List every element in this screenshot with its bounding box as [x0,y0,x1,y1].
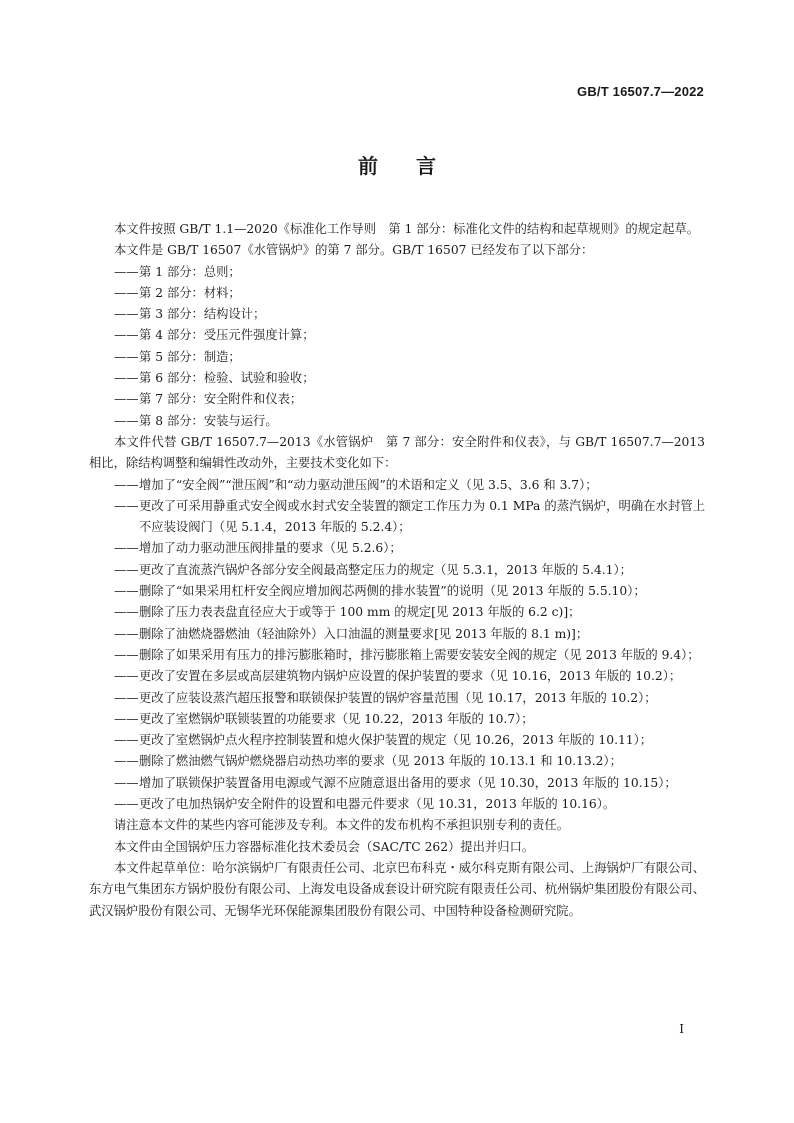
list-item-text: 删除了如果采用有压力的排污膨胀箱时，排污膨胀箱上需要安装安全阀的规定（见 2013 年版的 9.4）； [139,647,700,662]
list-item [89,751,705,772]
standard-number: GB/T 16507.7—2022 [577,84,704,99]
list-item [89,475,705,496]
list-item [89,368,705,389]
list-item-text: 删除了“如果采用杠杆安全阀应增加阀芯两侧的排水装置”的说明（见 2013 年版的 5.5.10）； [139,584,646,599]
list-item-text: 第 4 部分：受压元件强度计算； [139,328,315,343]
list-item [89,581,705,602]
list-item-text: 更改了安置在多层或高层建筑物内锅炉应设置的保护装置的要求（见 10.16，2013 年版的 10.2）； [139,669,682,684]
list-item-text: 更改了电加热锅炉安全附件的设置和电器元件要求（见 10.31，2013 年版的 10.16）。 [139,797,616,812]
committee-statement: 本文件由全国锅炉压力容器标准化技术委员会（SAC/TC 262）提出并归口。 [114,839,535,854]
list-item-text: 第 5 部分：制造； [139,349,241,364]
list-item-text: 删除了油燃烧器燃油（轻油除外）入口油温的测量要求[见 2013 年版的 8.1 m)]； [139,626,589,641]
page-number: I [679,1022,684,1036]
list-item [89,325,705,346]
list-item-text: 更改了直流蒸汽锅炉各部分安全阀最高整定压力的规定（见 5.3.1，2013 年版的 5.4.1）； [139,562,632,577]
replacement-paragraph: 本文件代替 GB/T 16507.7—2013《水管锅炉 第 7 部分：安全附件和仪表》，与 GB/T 16507.7—2013 相比，除结构调整和编辑性改动外，主要技术变化如下： [89,434,705,471]
list-item [89,496,705,539]
list-item-text: 删除了压力表表盘直径应大于或等于 100 mm 的规定[见 2013 年版的 6.2 c)]； [139,605,581,620]
dash-marker: —— [114,605,139,620]
dash-marker: —— [114,775,139,790]
list-item [89,645,705,666]
list-item [89,283,705,304]
page-title: 前言 [358,154,474,178]
dash-marker: —— [114,371,139,386]
list-item [89,773,705,794]
list-item [89,602,705,623]
list-item [89,624,705,645]
dash-marker: —— [114,797,139,812]
drafting-units: 本文件起草单位：哈尔滨锅炉厂有限责任公司、北京巴布科克・威尔科克斯有限公司、上海锅炉厂有限公司、东方电气集团东方锅炉股份有限公司、上海发电设备成套设计研究院有限责任公司、杭州锅炉集团股份有限公司、武汉锅炉股份有限公司、无锡华光环保能源集团股份有限公司、中国特种设备检测研究院。 [89,860,705,918]
list-item-text: 第 1 部分：总则； [139,264,241,279]
list-item [89,389,705,410]
list-item-text: 第 6 部分：检验、试验和验收； [139,371,315,386]
list-item [89,794,705,815]
dash-marker: —— [114,541,139,556]
dash-marker: —— [114,498,139,513]
list-item-text: 删除了燃油燃气锅炉燃烧器启动热功率的要求（见 2013 年版的 10.13.1 和 10.13.2）； [139,754,622,769]
intro-paragraph: 本文件按照 GB/T 1.1—2020《标准化工作导则 第 1 部分：标准化文件的结构和起草规则》的规定起草。 [114,222,700,236]
dash-marker: —— [114,626,139,641]
foreword-body [89,219,705,922]
dash-marker: —— [114,307,139,322]
list-item [89,411,705,432]
dash-marker: —— [114,711,139,726]
dash-marker: —— [114,754,139,769]
dash-marker: —— [114,328,139,343]
dash-marker: —— [114,477,139,492]
patent-notice: 请注意本文件的某些内容可能涉及专利。本文件的发布机构不承担识别专利的责任。 [114,818,569,833]
list-item-text: 更改了应装设蒸汽超压报警和联锁保护装置的锅炉容量范围（见 10.17，2013 年版的 10.2）； [139,690,657,705]
list-item [89,730,705,751]
intro-paragraph: 本文件是 GB/T 16507《水管锅炉》的第 7 部分。GB/T 16507 已经发布了以下部分： [114,243,594,258]
list-item-text: 第 2 部分：材料； [139,285,241,300]
list-item [89,709,705,730]
list-item [89,688,705,709]
list-item-text: 更改了室燃锅炉联锁装置的功能要求（见 10.22，2013 年版的 10.7）； [139,711,534,726]
dash-marker: —— [114,647,139,662]
list-item-text: 第 3 部分：结构设计； [139,307,266,322]
list-item-text: 更改了可采用静重式安全阀或水封式安全装置的额定工作压力为 0.1 MPa 的蒸汽锅炉，明确在水封管上不应装设阀门（见 5.1.4，2013 年版的 5.2.4）； [139,498,705,535]
dash-marker: —— [114,690,139,705]
dash-marker: —— [114,392,139,407]
list-item [89,538,705,559]
list-item [89,560,705,581]
dash-marker: —— [114,733,139,748]
list-item [89,304,705,325]
list-item-text: 增加了动力驱动泄压阀排量的要求（见 5.2.6）； [139,541,402,556]
list-item-text: 第 7 部分：安全附件和仪表； [139,392,303,407]
list-item [89,666,705,687]
dash-marker: —— [114,349,139,364]
dash-marker: —— [114,264,139,279]
list-item-text: 增加了“安全阀”“泄压阀”和“动力驱动泄压阀”的术语和定义（见 3.5、3.6 和 3.7）； [139,477,598,492]
technical-changes-list [89,475,705,816]
parts-list [89,262,705,432]
list-item [89,347,705,368]
dash-marker: —— [114,285,139,300]
list-item-text: 第 8 部分：安装与运行。 [139,413,278,428]
list-item-text: 增加了联锁保护装置备用电源或气源不应随意退出备用的要求（见 10.30，2013 年版的 10.15）； [139,775,677,790]
dash-marker: —— [114,584,139,599]
dash-marker: —— [114,562,139,577]
list-item-text: 更改了室燃锅炉点火程序控制装置和熄火保护装置的规定（见 10.26，2013 年版的 10.11）； [139,733,653,748]
list-item [89,262,705,283]
dash-marker: —— [114,669,139,684]
dash-marker: —— [114,413,139,428]
